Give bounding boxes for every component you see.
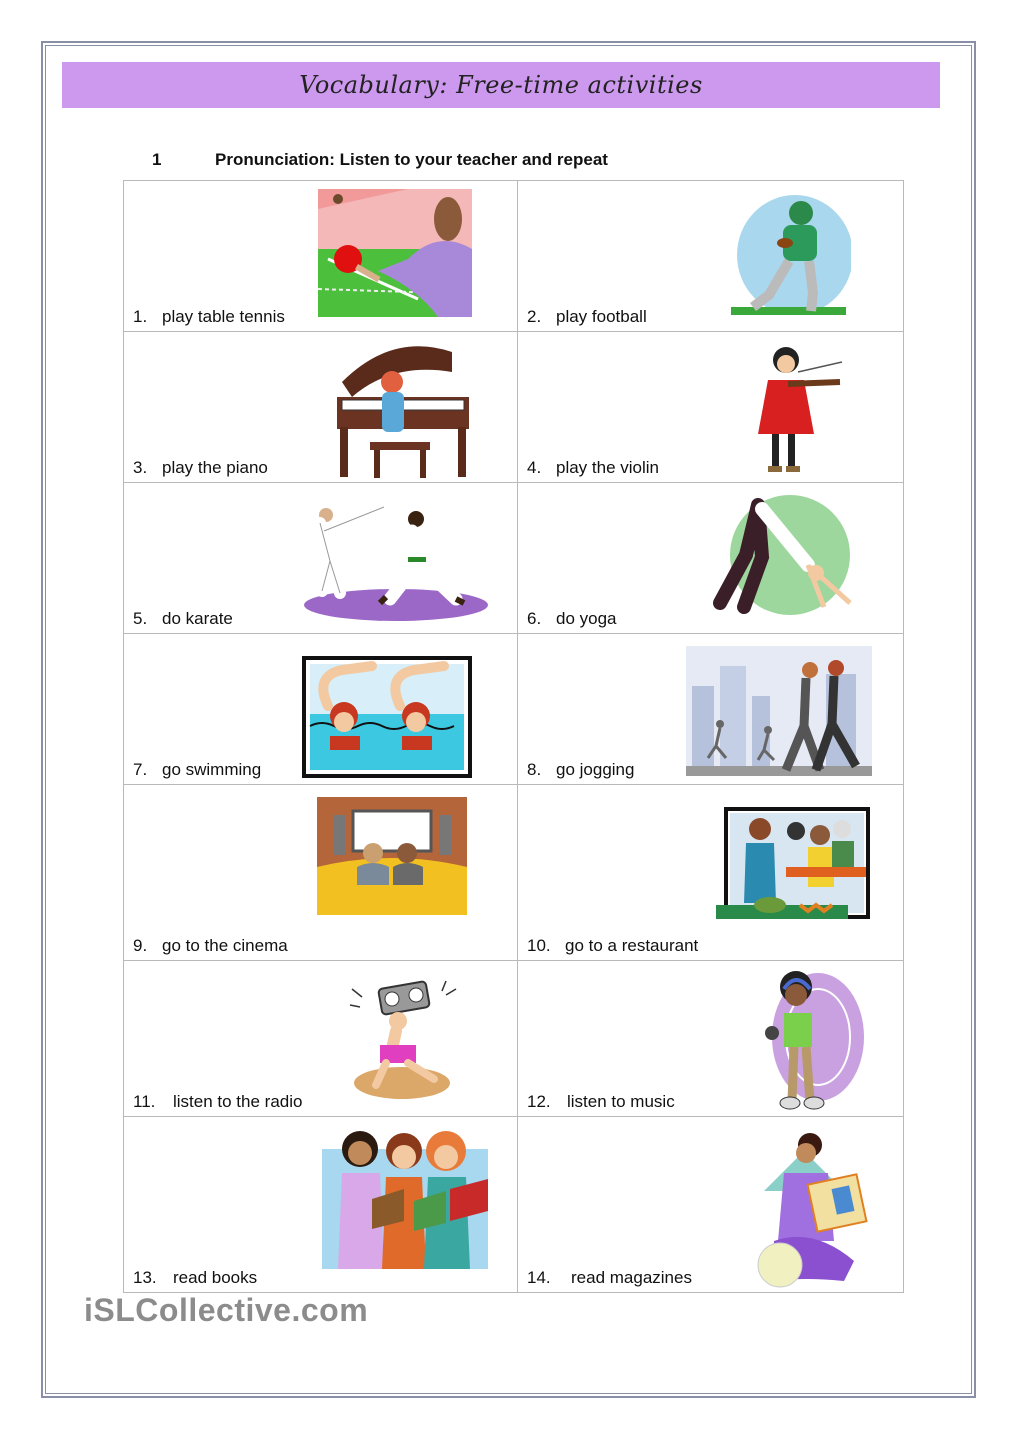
piano-icon — [332, 342, 472, 480]
vocab-cell — [124, 332, 518, 483]
vocab-cell — [518, 961, 904, 1117]
vocab-cell — [124, 1117, 518, 1293]
watermark-logo: iSLCollective.com — [84, 1292, 369, 1328]
radio-listener-icon — [346, 975, 466, 1103]
football-player-icon — [731, 195, 851, 321]
vocab-label: 13. read books — [133, 1268, 258, 1287]
yoga-icon — [698, 495, 858, 617]
joggers-icon — [686, 646, 872, 776]
cinema-icon — [317, 797, 467, 915]
vocab-label: 2. play football — [527, 307, 647, 326]
vocab-label: 9. go to the cinema — [133, 936, 288, 955]
restaurant-icon — [716, 807, 872, 933]
vocab-cell — [518, 1117, 904, 1293]
vocab-label: 3. play the piano — [133, 458, 268, 477]
vocab-label: 1. play table tennis — [133, 307, 285, 326]
headphones-listener-icon — [754, 967, 866, 1117]
violin-player-icon — [748, 344, 844, 478]
vocab-label: 12. listen to music — [527, 1092, 675, 1111]
vocab-label: 8. go jogging — [527, 760, 635, 779]
vocab-label: 14. read magazines — [527, 1268, 692, 1287]
vocab-cell — [124, 483, 518, 634]
vocab-cell — [124, 785, 518, 961]
vocab-cell — [518, 332, 904, 483]
vocab-cell — [518, 634, 904, 785]
swimmers-icon — [302, 656, 472, 778]
book-readers-icon — [322, 1129, 492, 1271]
vocab-cell — [124, 181, 518, 332]
page-title: Vocabulary: Free-time activities — [299, 71, 703, 99]
vocab-label: 7. go swimming — [133, 760, 262, 779]
vocabulary-grid — [123, 180, 904, 1293]
vocab-cell — [518, 181, 904, 332]
vocab-cell — [124, 634, 518, 785]
vocab-cell — [124, 961, 518, 1117]
vocab-label: 10. go to a restaurant — [527, 936, 699, 955]
karate-icon — [300, 501, 488, 623]
title-bar — [62, 62, 940, 108]
section-heading — [152, 150, 608, 170]
vocab-cell — [518, 785, 904, 961]
vocab-label: 4. play the violin — [527, 458, 660, 477]
section-number: 1 — [152, 150, 162, 169]
vocab-label: 6. do yoga — [527, 609, 617, 628]
vocab-cell — [518, 483, 904, 634]
table-tennis-icon — [318, 189, 472, 317]
section-instruction: Pronunciation: Listen to your teacher and repeat — [215, 150, 608, 169]
vocab-label: 11. listen to the radio — [133, 1092, 303, 1111]
vocab-label: 5. do karate — [133, 609, 233, 628]
magazine-reader-icon — [754, 1131, 870, 1291]
